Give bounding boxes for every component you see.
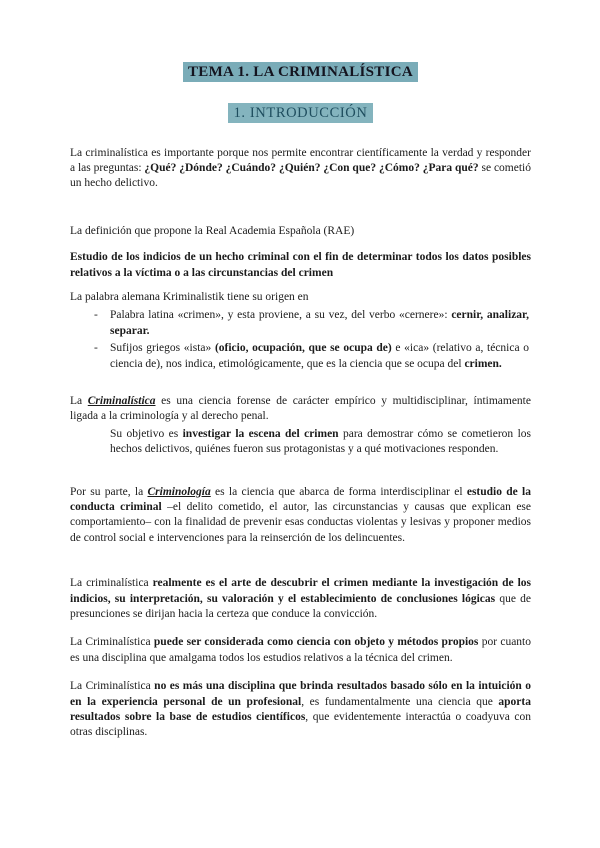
paragraph-etymology-intro <box>70 290 531 305</box>
text-run: , es fundamentalmente una ciencia que <box>301 695 499 708</box>
title-highlight: TEMA 1. LA CRIMINALÍSTICA <box>183 62 418 82</box>
text-run: Criminología <box>147 485 211 498</box>
text-run: La palabra alemana Kriminalistik tiene su origen en <box>70 290 309 303</box>
paragraph-art-of-discovery <box>70 576 531 622</box>
text-run: –el delito cometido, el autor, las circunstancias y causas que explican ese comportamiento– con la finalidad de prevenir esas conductas violentas y lesivas y proponer medios de control social e intervenciones para la reinserción de los delincuentes. <box>70 501 532 544</box>
paragraph-scientific-results <box>70 679 531 741</box>
paragraph-objective <box>110 427 531 458</box>
text-run: Por su parte, la <box>70 485 148 498</box>
text-run: realmente es el arte de descubrir el crimen mediante la investigación de los indicios, su interpretación, su valoración y el establecimiento de conclusiones lógicas <box>70 577 531 605</box>
section-heading <box>70 104 531 123</box>
text-run: para demostrar cómo se cometieron los hechos delictivos, quiénes fueron sus protagonistas y a qué motivaciones responden. <box>110 427 532 456</box>
text-run: La Criminalística <box>70 680 155 693</box>
text-run: La Criminalística <box>70 636 154 649</box>
etymology-list <box>70 308 531 372</box>
paragraph-importance <box>70 146 531 192</box>
text-run: cernir, analizar, separar. <box>110 309 529 337</box>
text-run: Sufijos griegos «ista» <box>110 342 215 355</box>
text-run: e «ica» (relativo a, técnica o ciencia de), nos indica, etimológicamente, que es la ciencia que se ocupa del <box>110 342 529 370</box>
text-run: puede ser considerada como ciencia con objeto y métodos propios <box>153 636 479 649</box>
list-item-greek-suffixes <box>110 341 531 372</box>
text-run: La definición que propone la Real Academia Española (RAE) <box>70 224 355 237</box>
paragraph-criminologia <box>70 485 531 547</box>
paragraph-rae <box>70 224 531 239</box>
text-run: ¿Qué? ¿Dónde? ¿Cuándo? ¿Quién? ¿Con que? ¿Cómo? ¿Para qué? <box>144 161 479 174</box>
list-item-latin-root <box>110 308 531 339</box>
heading-highlight: 1. INTRODUCCIÓN <box>228 103 374 123</box>
text-run: aporta resultados sobre la base de estudios científicos <box>70 695 531 724</box>
text-run: crimen. <box>464 357 502 370</box>
text-run: Estudio de los indicios de un hecho criminal con el fin de determinar todos los datos posibles relativos a la víctima o a las circunstancias del crimen <box>70 251 531 279</box>
text-run: que de presunciones se dirijan hacia la certeza que conduce la convicción. <box>70 592 531 621</box>
paragraph-criminalistica-definition <box>70 394 531 425</box>
text-run: investigar la escena del crimen <box>182 427 339 440</box>
text-run: es una ciencia forense de carácter empírico y multidisciplinar, íntimamente ligada a la criminología y al derecho penal. <box>70 394 531 423</box>
paragraph-rae-definition <box>70 250 531 281</box>
document-title <box>70 62 531 82</box>
text-run: estudio de la conducta criminal <box>70 485 531 514</box>
text-run: es la ciencia que abarca de forma interdisciplinar el <box>210 485 467 498</box>
text-run: Su objetivo es <box>110 427 183 440</box>
text-run: La criminalística <box>70 577 153 590</box>
text-run: La <box>70 394 88 407</box>
text-run: Criminalística <box>87 394 156 407</box>
text-run: se cometió un hecho delictivo. <box>70 161 532 190</box>
text-run: , que evidentemente interactúa o coadyuva con otras disciplinas. <box>70 711 532 739</box>
text-run: por cuanto es una disciplina que amalgama todos los estudios relativos a la técnica del crimen. <box>70 636 532 664</box>
text-run: (oficio, ocupación, que se ocupa de) <box>214 342 392 355</box>
text-run: Palabra latina «crimen», y esta proviene, a su vez, del verbo «cernere»: <box>110 309 452 322</box>
text-run: no es más una disciplina que brinda resultados basado sólo en la intuición o en la experiencia personal de un profesional <box>70 680 531 708</box>
paragraph-science-status <box>70 635 531 666</box>
text-run: La criminalística es importante porque nos permite encontrar científicamente la verdad y responder a las preguntas: <box>70 146 531 174</box>
